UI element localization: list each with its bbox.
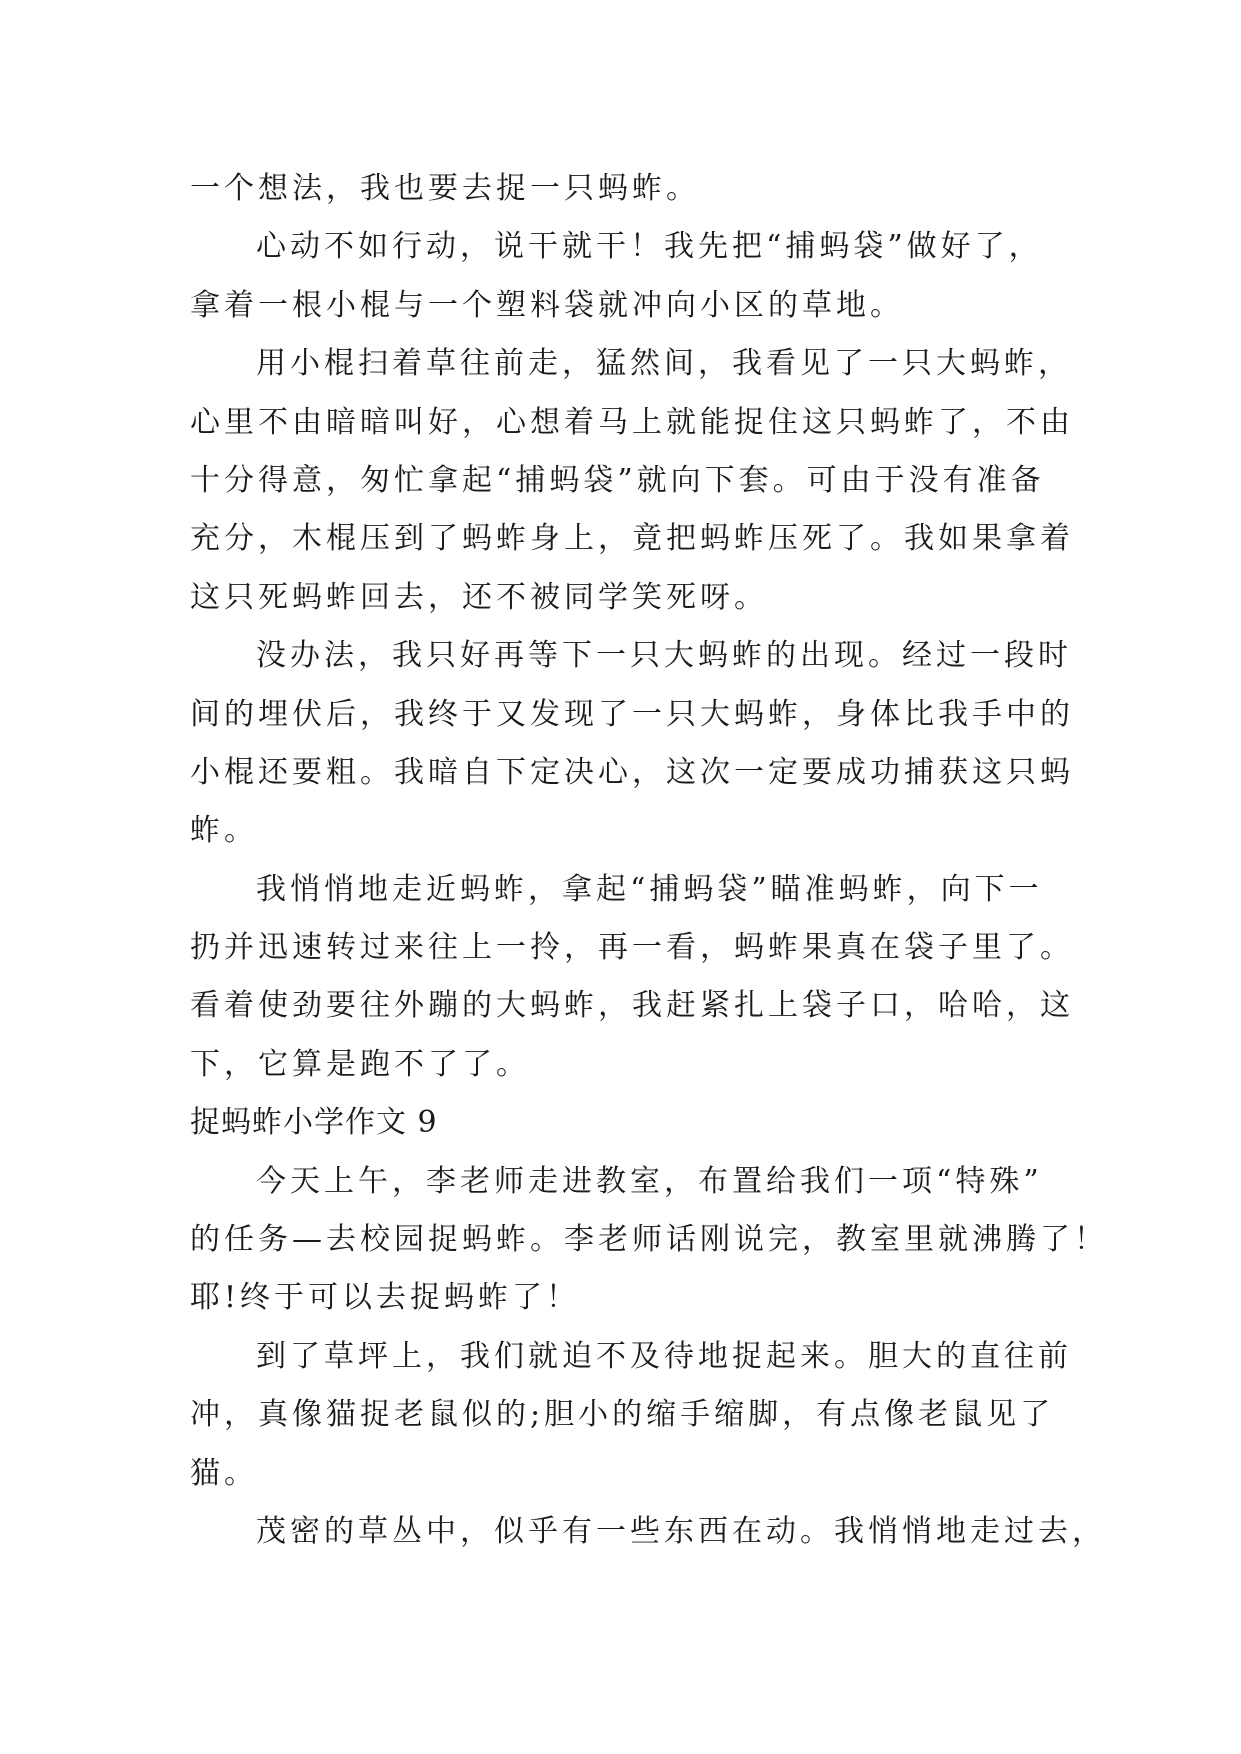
text-line: 一个想法，我也要去捉一只蚂蚱。 xyxy=(190,171,700,206)
text-line: 下，它算是跑不了了。 xyxy=(190,1046,530,1082)
text-line: 间的埋伏后，我终于又发现了一只大蚂蚱，身体比我手中的 xyxy=(190,696,1074,732)
text-line: 的任务—去校园捉蚂蚱。李老师话刚说完，教室里就沸腾了！ xyxy=(190,1222,1108,1258)
text-line: 冲，真像猫捉老鼠似的;胆小的缩手缩脚，有点像老鼠见了 xyxy=(190,1397,1055,1433)
text-line: 心动不如行动，说干就干！我先把“捕蚂袋”做好了， xyxy=(256,229,1043,265)
text-line: 用小棍扫着草往前走，猛然间，我看见了一只大蚂蚱， xyxy=(256,346,1072,382)
section-heading: 捉蚂蚱小学作文 9 xyxy=(190,1105,438,1141)
text-line: 蚱。 xyxy=(190,813,258,849)
text-line: 今天上午，李老师走进教室，布置给我们一项“特殊” xyxy=(256,1163,1043,1199)
text-line: 心里不由暗暗叫好，心想着马上就能捉住这只蚂蚱了，不由 xyxy=(190,404,1074,440)
text-line: 耶!终于可以去捉蚂蚱了！ xyxy=(190,1280,581,1316)
text-line: 茂密的草丛中，似乎有一些东西在动。我悄悄地走过去， xyxy=(256,1513,1106,1549)
text-line: 小棍还要粗。我暗自下定决心，这次一定要成功捕获这只蚂 xyxy=(190,754,1074,790)
text-line: 到了草坪上，我们就迫不及待地捉起来。胆大的直往前 xyxy=(256,1338,1072,1374)
document-body xyxy=(190,160,1108,1561)
text-line: 猫。 xyxy=(190,1455,258,1491)
text-line: 看着使劲要往外蹦的大蚂蚱，我赶紧扎上袋子口，哈哈，这 xyxy=(190,988,1074,1024)
text-line: 拿着一根小棍与一个塑料袋就冲向小区的草地。 xyxy=(190,287,904,323)
text-line: 扔并迅速转过来往上一拎，再一看，蚂蚱果真在袋子里了。 xyxy=(190,930,1074,966)
text-line: 没办法，我只好再等下一只大蚂蚱的出现。经过一段时 xyxy=(256,638,1072,674)
text-line: 充分，木棍压到了蚂蚱身上，竟把蚂蚱压死了。我如果拿着 xyxy=(190,521,1074,557)
text-line: 十分得意，匆忙拿起“捕蚂袋”就向下套。可由于没有准备 xyxy=(190,462,1045,498)
text-line: 我悄悄地走近蚂蚱，拿起“捕蚂袋”瞄准蚂蚱，向下一 xyxy=(256,871,1043,907)
text-line: 这只死蚂蚱回去，还不被同学笑死呀。 xyxy=(190,579,768,615)
